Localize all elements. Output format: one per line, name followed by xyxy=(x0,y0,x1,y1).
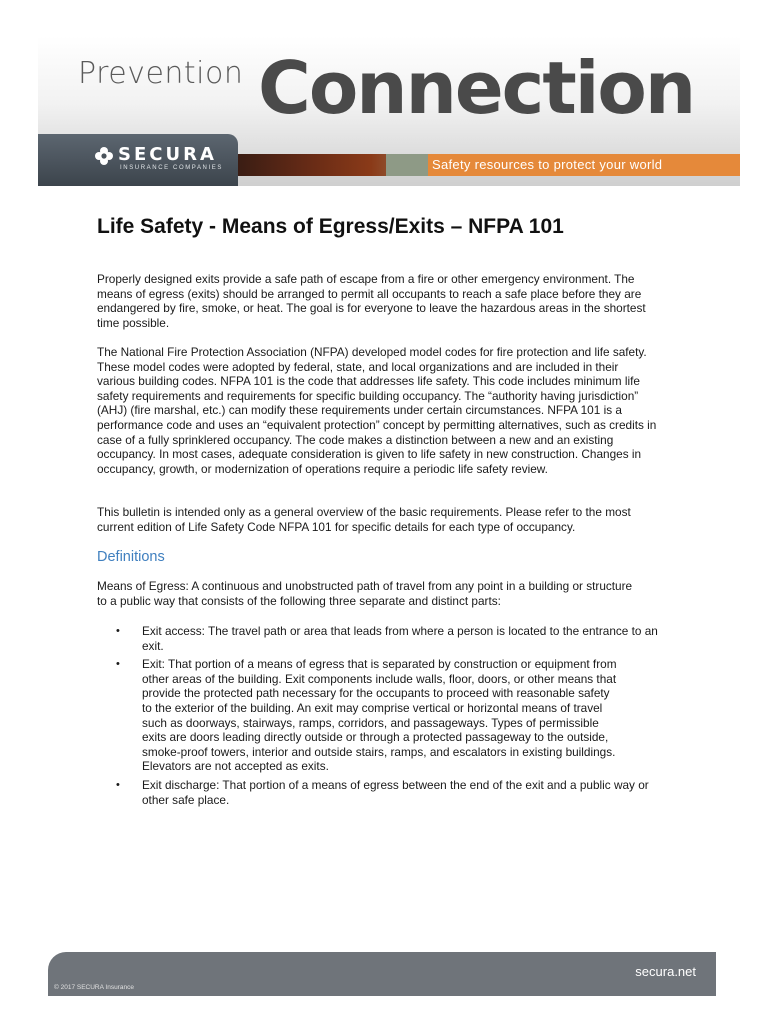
list-item xyxy=(116,778,668,807)
bullet-icon: • xyxy=(116,778,120,791)
secura-flower-icon xyxy=(94,146,114,166)
list-item xyxy=(116,624,668,653)
tagline: Safety resources to protect your world xyxy=(432,157,663,172)
footer-url[interactable]: secura.net xyxy=(635,964,696,979)
list-item xyxy=(116,657,668,774)
list-item-text: Exit: That portion of a means of egress that is separated by construction or equipment from other areas of the building. Exit components include walls, floor, doors, or other means that provide the protected path necessary for the occupants to proceed with reasonable safety to the exterior of the building. An exit may comprise vertical or horizontal means of travel such as doorways, stairways, ramps, corridors, and passageways. Types of permissible exits are doors leading directly outside or through a protected passageway to the outside, smoke-proof towers, interior and outside stairs, ramps, and escalators in existing buildings. Elevators are not accepted as exits. xyxy=(142,657,617,774)
document-title: Life Safety - Means of Egress/Exits – NFPA 101 xyxy=(97,215,564,238)
means-of-egress-definition: Means of Egress: A continuous and unobstructed path of travel from any point in a building or structure to a public way that consists of the following three separate and distinct parts: xyxy=(97,579,633,608)
bulletin-paragraph: This bulletin is intended only as a general overview of the basic requirements. Please refer to the most current edition of Life Safety Code NFPA 101 for specific details for each type of occupancy. xyxy=(97,505,631,534)
header-banner xyxy=(38,36,740,186)
footer-bar xyxy=(48,952,716,996)
nfpa-paragraph: The National Fire Protection Association (NFPA) developed model codes for fire protection and life safety. These model codes were adopted by federal, state, and local organizations and are included in their various building codes. NFPA 101 is the code that addresses life safety. This code includes minimum life safety requirements and requirements for specific building occupancy. The “authority having jurisdiction” (AHJ) (fire marshal, etc.) can modify these requirements under certain circumstances. NFPA 101 is a performance code and uses an “equivalent protection” concept by permitting alternatives, such as credits in case of a fully sprinklered occupancy. The code makes a distinction between a new and an existing occupancy. In most cases, adequate consideration is given to life safety in new construction. Changes in occupancy, growth, or modernization of operations require a periodic life safety review. xyxy=(97,345,657,476)
intro-paragraph: Properly designed exits provide a safe path of escape from a fire or other emergency environment. The means of egress (exits) should be arranged to permit all occupants to reach a safe place before they are endangered by fire, smoke, or heat. The goal is for everyone to leave the hazardous areas in the shortest time possible. xyxy=(97,272,646,330)
brand-block xyxy=(38,134,238,186)
egress-parts-list xyxy=(116,624,668,811)
brand-name: SECURA xyxy=(118,144,217,165)
copyright-notice: © 2017 SECURA Insurance xyxy=(54,984,134,991)
list-item-text: Exit discharge: That portion of a means of egress between the end of the exit and a public way or other safe place. xyxy=(142,777,649,807)
bullet-icon: • xyxy=(116,658,120,671)
color-strip-green xyxy=(386,154,428,176)
bullet-icon: • xyxy=(116,625,120,637)
definitions-heading: Definitions xyxy=(97,549,165,565)
masthead-prevention: Prevention xyxy=(78,56,244,91)
list-item-text: Exit access: The travel path or area that leads from where a person is located to the entrance to an exit. xyxy=(142,624,658,653)
brand-subtitle: INSURANCE COMPANIES xyxy=(120,165,223,171)
masthead-connection: Connection xyxy=(258,46,695,130)
